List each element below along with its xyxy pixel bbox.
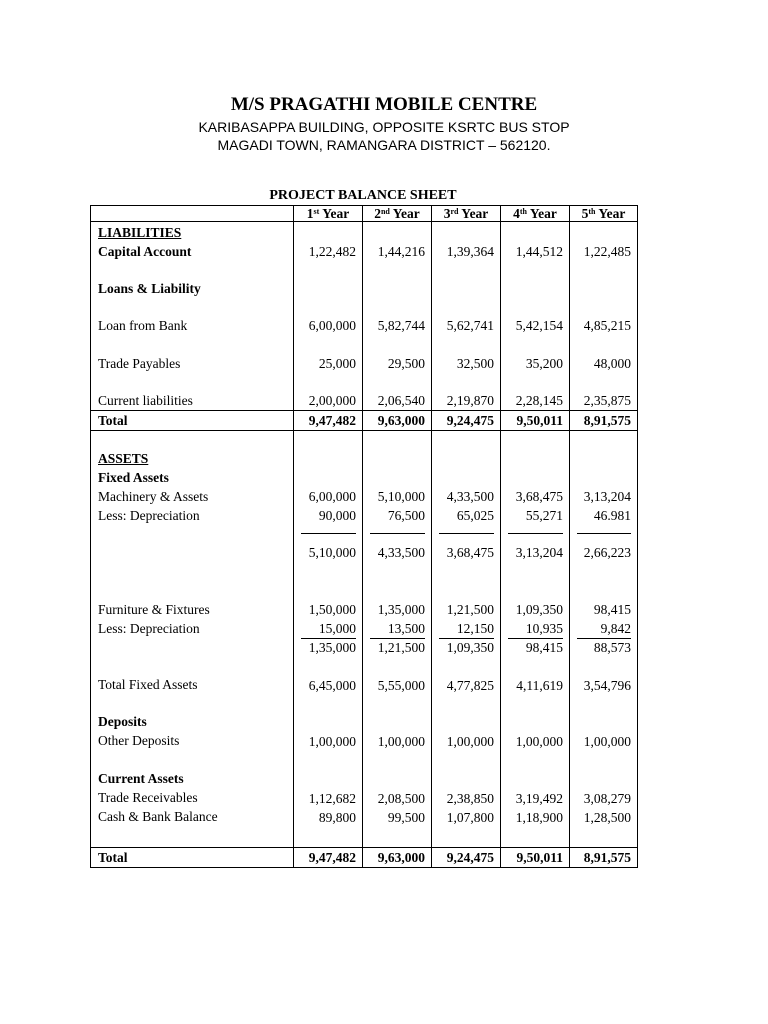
cell-value: 3,13,204 [515, 545, 563, 560]
balance-sheet-table [90, 205, 638, 868]
cell-value: 55,271 [525, 508, 563, 523]
cell-value: 5,10,000 [377, 489, 425, 504]
cell-value: 3,54,796 [583, 678, 631, 693]
cell-value: 1,39,364 [446, 244, 494, 259]
total-value: 9,63,000 [377, 413, 425, 428]
row-label: Trade Receivables [98, 790, 198, 805]
cell-value: 1,35,000 [301, 638, 356, 657]
cell-value: 1,00,000 [515, 734, 563, 749]
cell-value: 1,12,682 [308, 791, 356, 806]
total-value: 9,47,482 [308, 413, 356, 428]
cell-value: 1,22,482 [308, 244, 356, 259]
cell-value: 4,77,825 [446, 678, 494, 693]
row-label: Furniture & Fixtures [98, 602, 210, 617]
cell-value: 90,000 [318, 508, 356, 523]
cell-value: 76,500 [387, 508, 425, 523]
cell-value: 1,00,000 [308, 734, 356, 749]
cell-value: 3,68,475 [515, 489, 563, 504]
row-label: Loan from Bank [98, 318, 188, 333]
assets-total-row [91, 848, 638, 868]
cell-value: 13,500 [387, 621, 425, 636]
sheet-title: PROJECT BALANCE SHEET [269, 188, 457, 203]
cell-value: 65,025 [456, 508, 494, 523]
column-header-row [91, 206, 638, 222]
cell-value: 1,00,000 [377, 734, 425, 749]
fixed-assets-heading: Fixed Assets [98, 470, 169, 485]
liabilities-total-row [91, 411, 638, 431]
cell-value: 5,55,000 [377, 678, 425, 693]
row-label: Trade Payables [98, 356, 181, 371]
cell-value: 10,935 [525, 621, 563, 636]
column-header: 5th Year [570, 206, 638, 222]
cell-value: 89,800 [318, 810, 356, 825]
cell-value: 4,33,500 [377, 545, 425, 560]
row-label: Cash & Bank Balance [98, 809, 218, 824]
cell-value: 25,000 [318, 356, 356, 371]
cell-value: 1,18,900 [515, 810, 563, 825]
cell-value: 12,150 [456, 621, 494, 636]
row-label: Less: Depreciation [98, 621, 200, 636]
cell-value: 4,33,500 [446, 489, 494, 504]
cell-value: 2,66,223 [583, 545, 631, 560]
column-header: 4th Year [501, 206, 570, 222]
cell-value: 5,10,000 [308, 545, 356, 560]
total-value: 9,24,475 [446, 850, 494, 865]
cell-value: 5,62,741 [446, 318, 494, 333]
cell-value: 6,00,000 [308, 489, 356, 504]
cell-value: 1,21,500 [370, 638, 425, 657]
deposits-heading: Deposits [98, 714, 147, 729]
company-name: M/S PRAGATHI MOBILE CENTRE [230, 94, 538, 115]
cell-value: 1,35,000 [377, 602, 425, 617]
total-value: 9,50,011 [516, 850, 563, 865]
cell-value: 1,09,350 [439, 638, 494, 657]
cell-value: 46.981 [593, 508, 631, 523]
column-header: 1st Year [294, 206, 363, 222]
cell-value: 1,44,512 [515, 244, 563, 259]
total-value: 9,63,000 [377, 850, 425, 865]
cell-value: 1,07,800 [446, 810, 494, 825]
row-label: Less: Depreciation [98, 508, 200, 523]
row-label: Machinery & Assets [98, 489, 209, 504]
cell-value: 4,11,619 [516, 678, 563, 693]
total-value: 8,91,575 [583, 413, 631, 428]
liabilities-heading: LIABILITIES [98, 225, 182, 240]
assets-heading: ASSETS [98, 451, 149, 466]
cell-value: 2,00,000 [308, 393, 356, 408]
cell-value: 29,500 [387, 356, 425, 371]
current-assets-heading: Current Assets [98, 771, 184, 786]
liabilities-section [91, 222, 638, 411]
cell-value: 2,08,500 [377, 791, 425, 806]
cell-value: 1,50,000 [308, 602, 356, 617]
cell-value: 15,000 [318, 621, 356, 636]
total-label: Total [98, 413, 128, 428]
cell-value: 3,68,475 [446, 545, 494, 560]
cell-value: 1,00,000 [446, 734, 494, 749]
cell-value: 32,500 [456, 356, 494, 371]
cell-value: 5,82,744 [377, 318, 425, 333]
column-header: 2nd Year [363, 206, 432, 222]
column-header: 3rd Year [432, 206, 501, 222]
row-label: Other Deposits [98, 733, 180, 748]
assets-section [91, 431, 638, 848]
cell-value: 48,000 [593, 356, 631, 371]
loans-heading: Loans & Liability [98, 281, 201, 296]
address-line-1: KARIBASAPPA BUILDING, OPPOSITE KSRTC BUS STOP [198, 119, 570, 135]
cell-value: 98,415 [508, 638, 563, 657]
cell-value: 3,08,279 [583, 791, 631, 806]
cell-value: 35,200 [525, 356, 563, 371]
cell-value: 2,35,875 [583, 393, 631, 408]
cell-value: 99,500 [387, 810, 425, 825]
cell-value: 1,28,500 [583, 810, 631, 825]
cell-value: 6,45,000 [308, 678, 356, 693]
cell-value: 1,21,500 [446, 602, 494, 617]
cell-value: 2,28,145 [515, 393, 563, 408]
cell-value: 4,85,215 [583, 318, 631, 333]
cell-value: 1,44,216 [377, 244, 425, 259]
cell-value: 88,573 [577, 638, 631, 657]
total-value: 9,47,482 [308, 850, 356, 865]
row-label: Current liabilities [98, 393, 193, 408]
cell-value: 3,19,492 [515, 791, 563, 806]
row-label: Capital Account [98, 244, 192, 259]
cell-value: 1,00,000 [583, 734, 631, 749]
total-label: Total [98, 850, 128, 865]
total-value: 8,91,575 [583, 850, 631, 865]
cell-value: 2,19,870 [446, 393, 494, 408]
cell-value: 1,22,485 [583, 244, 631, 259]
header-blank [91, 206, 294, 222]
cell-value: 9,842 [600, 621, 631, 636]
total-value: 9,24,475 [446, 413, 494, 428]
cell-value: 5,42,154 [515, 318, 563, 333]
cell-value: 98,415 [593, 602, 631, 617]
cell-value: 2,38,850 [446, 791, 494, 806]
cell-value: 2,06,540 [377, 393, 425, 408]
address-line-2: MAGADI TOWN, RAMANGARA DISTRICT – 562120. [217, 137, 551, 153]
cell-value: 6,00,000 [308, 318, 356, 333]
total-value: 9,50,011 [516, 413, 563, 428]
cell-value: 3,13,204 [583, 489, 631, 504]
cell-value: 1,09,350 [515, 602, 563, 617]
row-label: Total Fixed Assets [98, 677, 198, 692]
